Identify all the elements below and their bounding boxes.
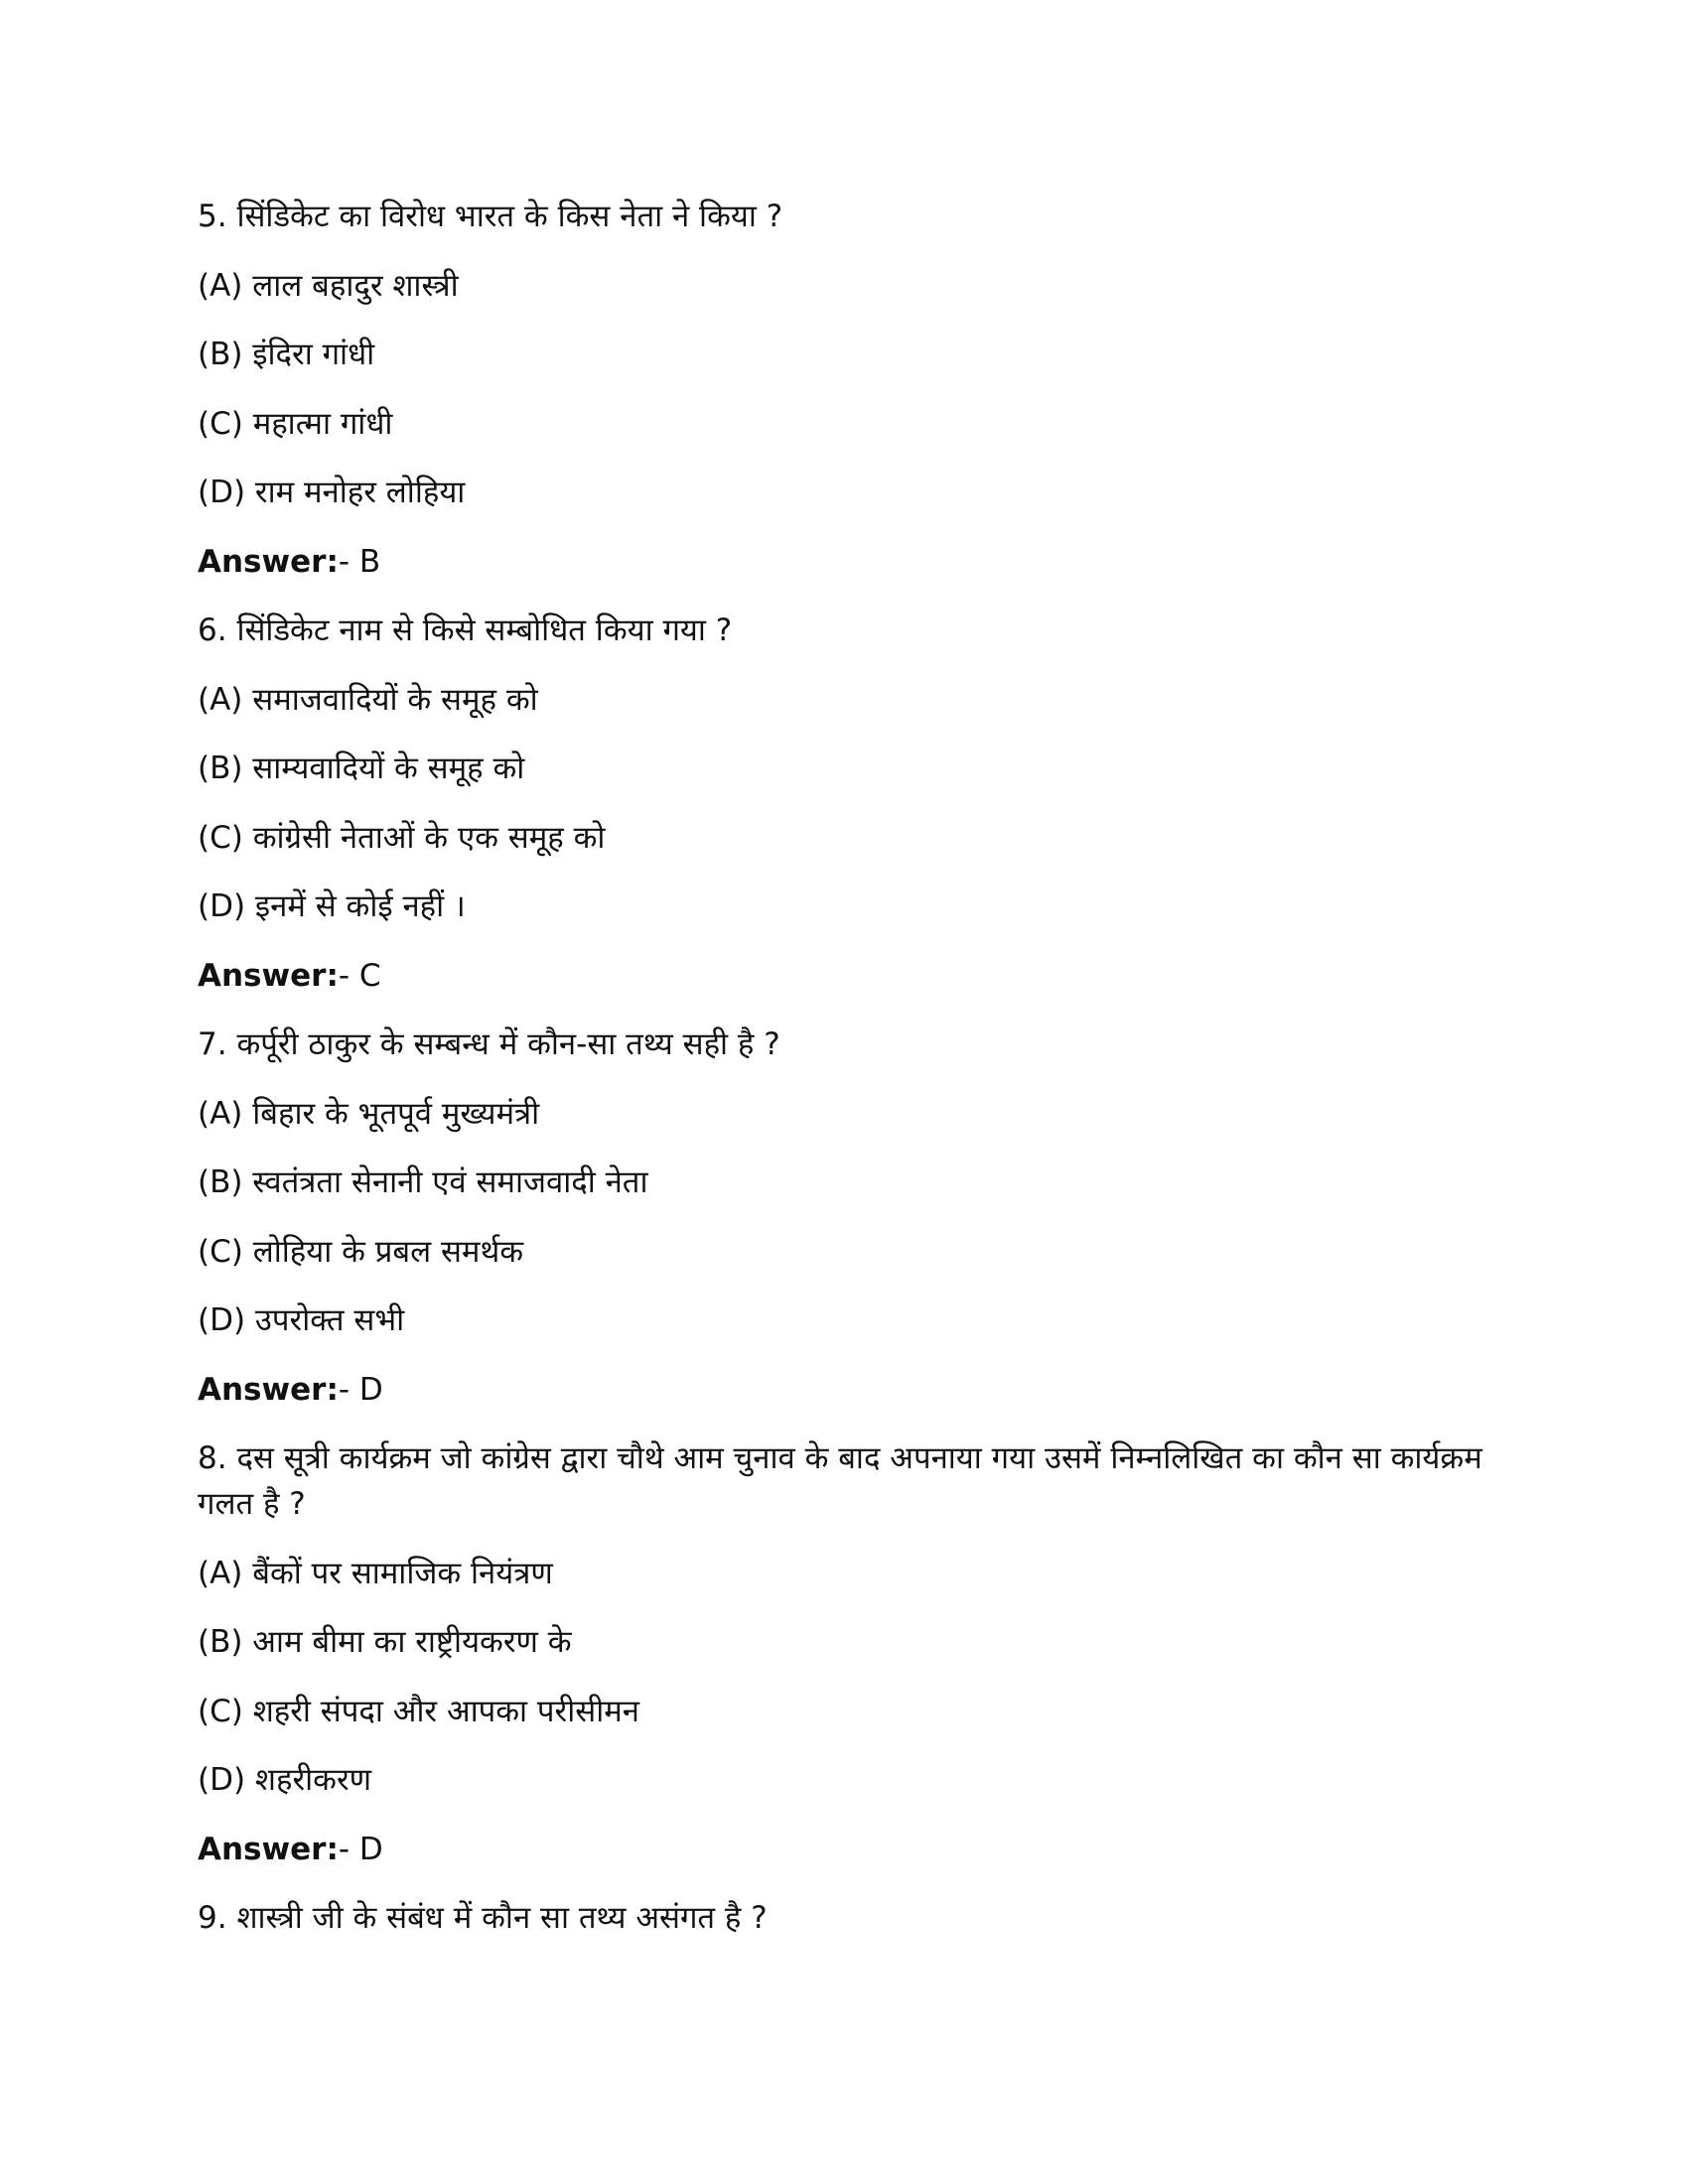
option-a: (A) लाल बहादुर शास्त्री: [198, 267, 459, 304]
answer-label: Answer:: [198, 957, 339, 994]
answer-label: Answer:: [198, 1371, 339, 1408]
option-a: (A) बिहार के भूतपूर्व मुख्यमंत्री: [198, 1095, 540, 1132]
answer: [198, 1827, 1508, 1872]
option-b: (B) साम्यवादियों के समूह को: [198, 751, 525, 786]
answer-value: - B: [338, 543, 381, 580]
question-number: 9.: [198, 1900, 227, 1936]
question-stem: शास्त्री जी के संबंध में कौन सा तथ्य असंगत है ?: [236, 1900, 768, 1936]
question-7: [198, 1022, 1508, 1413]
answer-value: - D: [338, 1831, 383, 1867]
option-d: (D) उपरोक्त सभी: [198, 1302, 405, 1338]
option-c: (C) लोहिया के प्रबल समर्थक: [198, 1233, 524, 1270]
question-text: [198, 1435, 1508, 1527]
option-c: (C) महात्मा गांधी: [198, 405, 393, 442]
question-number: 5.: [198, 199, 227, 234]
option-b: (B) स्वतंत्रता सेनानी एवं समाजवादी नेता: [198, 1164, 648, 1200]
answer: [198, 953, 1508, 999]
question-text: [198, 194, 1508, 239]
document-page: [198, 194, 1508, 1965]
question-stem: दस सूत्री कार्यक्रम जो कांग्रेस द्वारा चौथे आम चुनाव के बाद अपनाया गया उसमें निम्नलिखित का कौन सा कार्यक्रम गलत है ?: [198, 1440, 1482, 1522]
answer-label: Answer:: [198, 543, 339, 580]
answer-value: - D: [338, 1371, 383, 1408]
answer-label: Answer:: [198, 1831, 339, 1867]
option-d: (D) इनमें से कोई नहीं ।: [198, 888, 466, 924]
option-a: (A) समाजवादियों के समूह को: [198, 681, 538, 718]
question-9: [198, 1895, 1508, 1941]
option-d: (D) शहरीकरण: [198, 1762, 372, 1798]
question-text: [198, 608, 1508, 653]
question-text: [198, 1022, 1508, 1067]
answer-value: - C: [338, 957, 381, 994]
option-b: (B) इंदिरा गांधी: [198, 337, 375, 372]
option-c: (C) शहरी संपदा और आपका परीसीमन: [198, 1693, 639, 1729]
answer: [198, 539, 1508, 585]
option-c: (C) कांग्रेसी नेताओं के एक समूह को: [198, 819, 606, 856]
question-5: [198, 194, 1508, 585]
question-stem: सिंडिकेट का विरोध भारत के किस नेता ने किया ?: [236, 199, 783, 234]
question-stem: सिंडिकेट नाम से किसे सम्बोधित किया गया ?: [236, 613, 733, 648]
option-a: (A) बैंकों पर सामाजिक नियंत्रण: [198, 1555, 553, 1591]
question-stem: कर्पूरी ठाकुर के सम्बन्ध में कौन-सा तथ्य सही है ?: [236, 1026, 780, 1062]
option-d: (D) राम मनोहर लोहिया: [198, 475, 466, 510]
question-number: 7.: [198, 1026, 227, 1062]
answer: [198, 1367, 1508, 1413]
question-number: 6.: [198, 613, 227, 648]
option-b: (B) आम बीमा का राष्ट्रीयकरण के: [198, 1624, 572, 1660]
question-6: [198, 608, 1508, 999]
question-8: [198, 1435, 1508, 1872]
question-number: 8.: [198, 1440, 227, 1476]
question-text: [198, 1895, 1508, 1941]
